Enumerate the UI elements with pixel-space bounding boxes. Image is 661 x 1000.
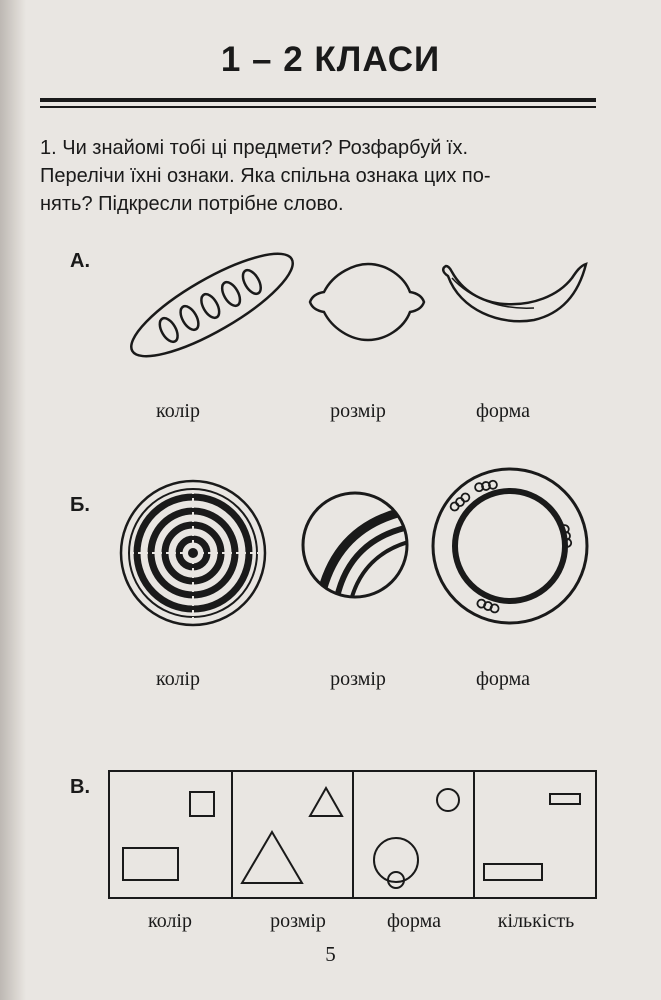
section-a-word-color[interactable]: колір: [156, 400, 200, 422]
section-a-word-size[interactable]: розмір: [330, 400, 386, 422]
task-question: [40, 134, 600, 218]
shapes-table: [108, 770, 598, 900]
page-number: 5: [325, 942, 336, 966]
section-b-word-size[interactable]: розмір: [330, 668, 386, 690]
book-spine-shadow: [0, 0, 26, 1000]
target-picture: [118, 478, 268, 628]
title-rule-thin: [40, 106, 596, 108]
section-b-word-color[interactable]: колір: [156, 668, 200, 690]
banana-picture: [440, 262, 590, 332]
section-v-word-shape[interactable]: форма: [386, 910, 442, 932]
ball-picture: [300, 490, 410, 600]
section-v-word-quantity[interactable]: кількість: [497, 910, 575, 932]
question-line-3: нять? Підкресли потрібне слово.: [40, 193, 344, 215]
section-b-word-shape[interactable]: форма: [475, 668, 531, 690]
section-b-label: Б.: [70, 494, 90, 516]
title-rule-thick: [40, 98, 596, 102]
section-a-label: А.: [70, 250, 90, 272]
section-a-word-shape[interactable]: форма: [475, 400, 531, 422]
lemon-picture: [306, 258, 426, 343]
section-v-label: В.: [70, 776, 90, 798]
section-v-word-size[interactable]: розмір: [270, 910, 326, 932]
question-line-1: 1. Чи знайомі тобі ці предмети? Розфарбуй їх.: [40, 137, 469, 159]
plate-picture: [430, 466, 590, 626]
question-line-2: Перелічи їхні ознаки. Яка спільна ознака цих по-: [40, 165, 491, 187]
bread-loaf-picture: [120, 250, 305, 360]
page-title: 1 – 2 КЛАСИ: [220, 40, 441, 79]
section-v-word-color[interactable]: колір: [148, 910, 192, 932]
